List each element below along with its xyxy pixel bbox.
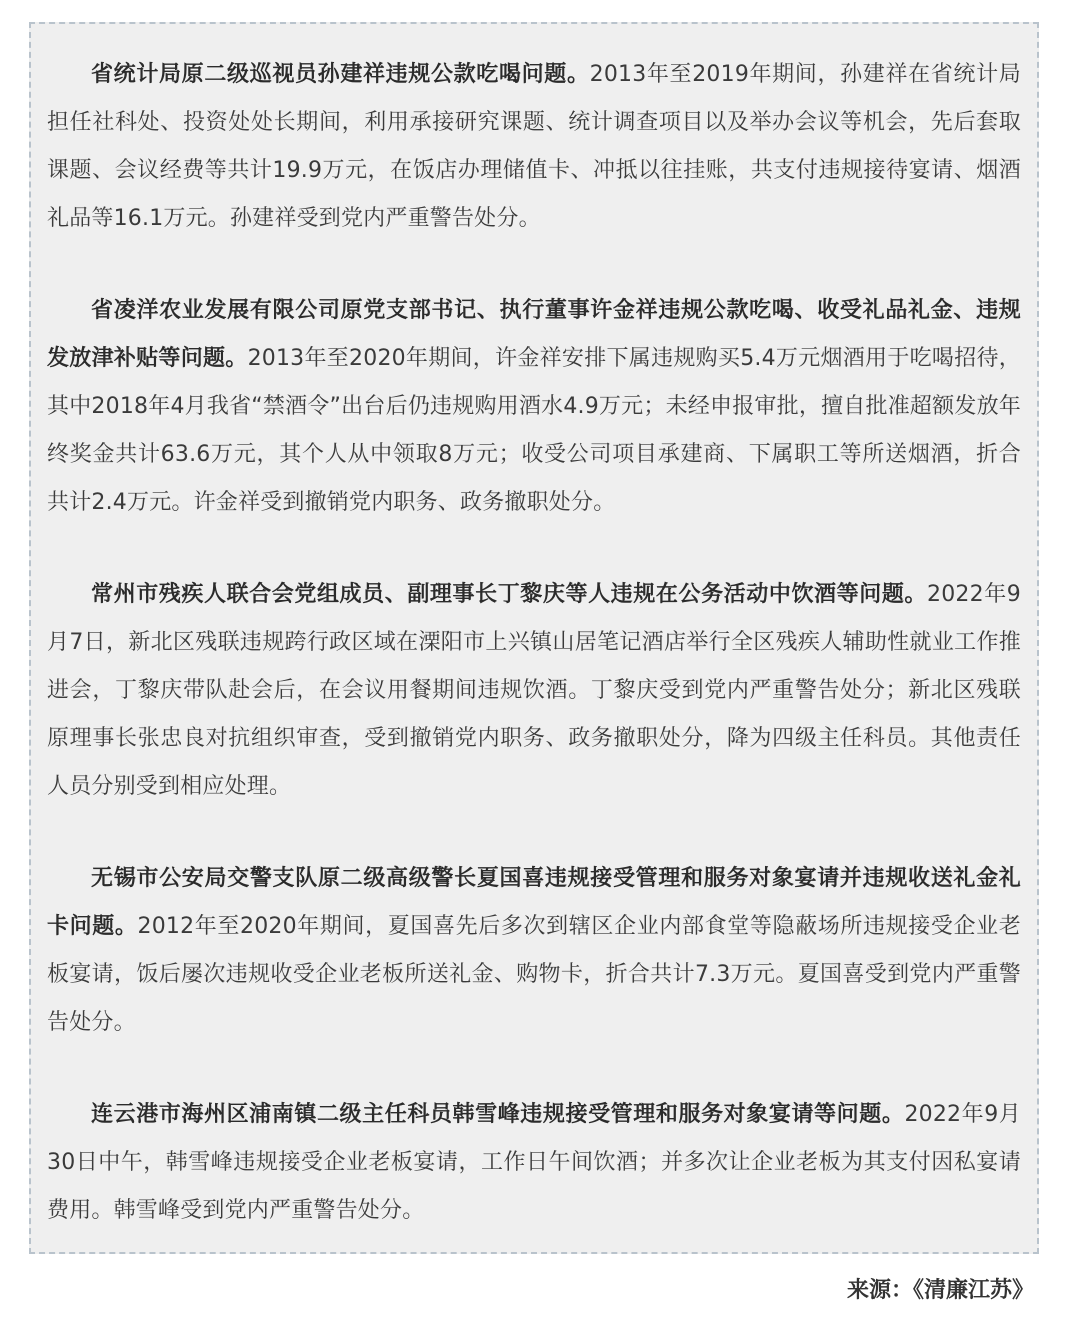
paragraph-ding-liqing bbox=[47, 571, 1021, 811]
paragraph-han-xuefeng bbox=[47, 1091, 1021, 1235]
paragraph-body: 2012年至2020年期间，夏国喜先后多次到辖区企业内部食堂等隐蔽场所违规接受企业老板宴请，饭后屡次违规收受企业老板所送礼金、购物卡，折合共计7.3万元。夏国喜受到党内严重警告处分。 bbox=[47, 914, 1021, 1035]
paragraph-body: 2022年9月30日中午，韩雪峰违规接受企业老板宴请，工作日午间饮酒；并多次让企业老板为其支付因私宴请费用。韩雪峰受到党内严重警告处分。 bbox=[47, 1102, 1022, 1223]
paragraph-sun-jianxiang bbox=[47, 51, 1021, 243]
paragraph-heading: 省统计局原二级巡视员孙建祥违规公款吃喝问题。 bbox=[91, 62, 590, 87]
paragraph-heading: 常州市残疾人联合会党组成员、副理事长丁黎庆等人违规在公务活动中饮酒等问题。 bbox=[91, 582, 928, 607]
content-box bbox=[29, 22, 1039, 1254]
paragraph-body: 2022年9月7日，新北区残联违规跨行政区域在溧阳市上兴镇山居笔记酒店举行全区残疾人辅助性就业工作推进会，丁黎庆带队赴会后，在会议用餐期间违规饮酒。丁黎庆受到党内严重警告处分；新北区残联原理事长张忠良对抗组织审查，受到撤销党内职务、政务撤职处分，降为四级主任科员。其他责任人员分别受到相应处理。 bbox=[47, 582, 1022, 799]
paragraph-body: 2013年至2020年期间，许金祥安排下属违规购买5.4万元烟酒用于吃喝招待，其中2018年4月我省“禁酒令”出台后仍违规购用酒水4.9万元；未经申报审批，擅自批准超额发放年终奖金共计63.6万元，其个人从中领取8万元；收受公司项目承建商、下属职工等所送烟酒，折合共计2.4万元。许金祥受到撤销党内职务、政务撤职处分。 bbox=[47, 346, 1021, 515]
paragraph-heading: 省凌洋农业发展有限公司原党支部书记、执行董事许金祥违规公款吃喝、收受礼品礼金、违规发放津补贴等问题。 bbox=[47, 298, 1021, 371]
source-attribution: 来源：《清廉江苏》 bbox=[846, 1278, 1034, 1303]
paragraph-body: 2013年至2019年期间，孙建祥在省统计局担任社科处、投资处处长期间，利用承接研究课题、统计调查项目以及举办会议等机会，先后套取课题、会议经费等共计19.9万元，在饭店办理储值卡、冲抵以往挂账，共支付违规接待宴请、烟酒礼品等16.1万元。孙建祥受到党内严重警告处分。 bbox=[47, 62, 1021, 231]
paragraph-heading: 连云港市海州区浦南镇二级主任科员韩雪峰违规接受管理和服务对象宴请等问题。 bbox=[91, 1102, 905, 1127]
paragraph-xia-guoxi bbox=[47, 855, 1021, 1047]
paragraph-xu-jinxiang bbox=[47, 287, 1021, 527]
paragraph-heading: 无锡市公安局交警支队原二级高级警长夏国喜违规接受管理和服务对象宴请并违规收送礼金礼卡问题。 bbox=[47, 866, 1021, 939]
